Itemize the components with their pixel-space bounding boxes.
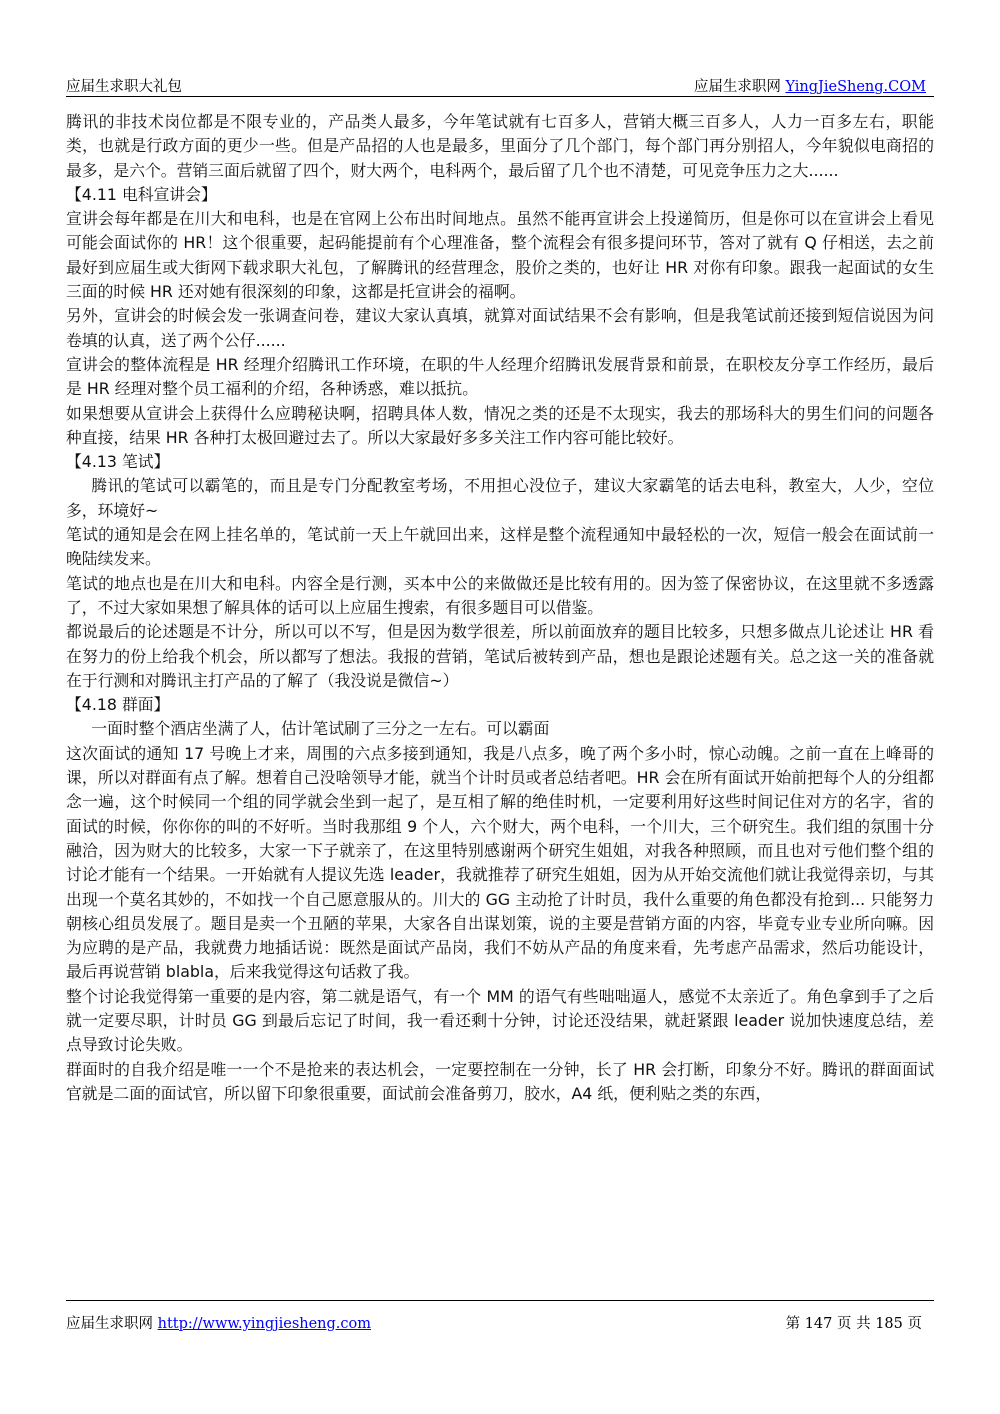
- footer-divider: [66, 1300, 934, 1301]
- section-heading-4-11: 【4.11 电科宣讲会】: [66, 184, 217, 204]
- section-heading-4-18: 【4.18 群面】: [66, 695, 170, 715]
- paragraph-group-4: 群面时的自我介绍是唯一一个不是抢来的表达机会，一定要控制在一分钟，长了 HR 会打断，印象分不好。腾讯的群面面试官就是二面的面试官，所以留下印象很重要，面试前会准备剪刀，胶水，A4 纸，便利贴之类的东西，: [66, 1059, 934, 1103]
- paragraph-seminar-3: 宣讲会的整体流程是 HR 经理介绍腾讯工作环境，在职的牛人经理介绍腾讯发展背景和前景，在职校友分享工作经历，最后是 HR 经理对整个员工福利的介绍，各种诱惑，难以抵抗。: [66, 354, 934, 399]
- paragraph-exam-4: 都说最后的论述题是不计分，所以可以不写，但是因为数学很差，所以前面放弃的题目比较多，只想多做点儿论述让 HR 看在努力的份上给我个机会，所以都写了想法。我报的营销，笔试后被转到产品，想也是跟论述题有关。总之这一关的准备就在于行测和对腾讯主打产品的了解了（我没说是微信~）: [66, 622, 934, 690]
- header-site-name: 应届生求职网: [693, 79, 786, 95]
- paragraph-group-1: 一面时整个酒店坐满了人，估计笔试刷了三分之一左右。可以霸面: [91, 719, 550, 739]
- header-title: 应届生求职大礼包: [66, 79, 182, 95]
- paragraph-exam-1: 腾讯的笔试可以霸笔的，而且是专门分配教室考场，不用担心没位子，建议大家霸笔的话去电科，教室大，人少，空位多，环境好~: [66, 476, 934, 520]
- header-divider: [66, 96, 934, 97]
- header-site-link[interactable]: YingJieSheng.COM: [785, 79, 926, 95]
- paragraph-seminar-1: 宣讲会每年都是在川大和电科，也是在官网上公布出时间地点。虽然不能再宣讲会上投递简历，但是你可以在宣讲会上看见可能会面试你的 HR！这个很重要，起码能提前有个心理准备，整个流程会有很多提问环节，答对了就有 Q 仔相送，去之前最好到应届生或大街网下载求职大礼包，了解腾讯的经营理念，股价之类的，也好让 HR 对你有印象。跟我一起面试的女生三面的时候 HR 还对她有很深刻的印象，这都是托宣讲会的福啊。: [66, 209, 934, 302]
- footer-site-name: 应届生求职网: [66, 1316, 158, 1332]
- paragraph-group-2: 这次面试的通知 17 号晚上才来，周围的六点多接到通知，我是八点多，晚了两个多小时，惊心动魄。之前一直在上峰哥的课，所以对群面有点了解。想着自己没啥领导才能，就当个计时员或者总结者吧。HR 会在所有面试开始前把每个人的分组都念一遍，这个时候同一个组的同学就会坐到一起了，是互相了解的绝佳时机，一定要利用好这些时间记住对方的名字，省的面试的时候，你你你的叫的不好听。当时我那组 9 个人，六个财大，两个电科，一个川大，三个研究生。我们组的氛围十分融洽，因为财大的比较多，大家一下子就亲了，在这里特别感谢两个研究生姐姐，对我各种照顾，而且也对亏他们整个组的讨论才能有一个结果。一开始就有人提议先选 leader，我就推荐了研究生姐姐，因为从开始交流他们就让我觉得亲切，与其出现一个莫名其妙的，不如找一个自己愿意服从的。川大的 GG 主动抢了计时员，我什么重要的角色都没有抢到... 只能努力朝核心组员发展了。题目是卖一个丑陋的苹果，大家各自出谋划策，说的主要是营销方面的内容，毕竟专业专业所向嘛。因为应聘的是产品，我就费力地插话说：既然是面试产品岗，我们不妨从产品的角度来看，先考虑产品需求，然后功能设计，最后再说营销 blabla，后来我觉得这句话救了我。: [66, 743, 934, 982]
- paragraph-seminar-2: 另外，宣讲会的时候会发一张调查问卷，建议大家认真填，就算对面试结果不会有影响，但是我笔试前还接到短信说因为问卷填的认真，送了两个公仔......: [66, 306, 934, 350]
- page-header: [66, 72, 934, 96]
- paragraph-intro: 腾讯的非技术岗位都是不限专业的，产品类人最多，今年笔试就有七百多人，营销大概三百多人，人力一百多左右，职能类，也就是行政方面的更少一些。但是产品招的人也是最多，里面分了几个部门，每个部门再分别招人，今年貌似电商招的最多，是六个。营销三面后就留了四个，财大两个，电科两个，最后留了几个也不清楚，可见竞争压力之大......: [66, 112, 934, 180]
- paragraph-group-3: 整个讨论我觉得第一重要的是内容，第二就是语气，有一个 MM 的语气有些咄咄逼人，感觉不太亲近了。角色拿到手了之后就一定要尽职，计时员 GG 到最后忘记了时间，我一看还剩十分钟，讨论还没结果，就赶紧跟 leader 说加快速度总结，差点导致讨论失败。: [66, 986, 934, 1055]
- footer-site: [66, 1312, 371, 1333]
- section-heading-4-13: 【4.13 笔试】: [66, 452, 170, 472]
- header-site: [694, 75, 926, 96]
- paragraph-seminar-4: 如果想要从宣讲会上获得什么应聘秘诀啊，招聘具体人数，情况之类的还是不太现实，我去的那场科大的男生们问的问题各种直接，结果 HR 各种打太极回避过去了。所以大家最好多多关注工作内容可能比较好。: [66, 403, 934, 447]
- article-body: [66, 110, 934, 1106]
- paragraph-exam-2: 笔试的通知是会在网上挂名单的，笔试前一天上午就回出来，这样是整个流程通知中最轻松的一次，短信一般会在面试前一晚陆续发来。: [66, 525, 934, 569]
- page-footer: [66, 1310, 934, 1334]
- page-number: 第 147 页 共 185 页: [785, 1316, 922, 1332]
- paragraph-exam-3: 笔试的地点也是在川大和电科。内容全是行测，买本中公的来做做还是比较有用的。因为签了保密协议，在这里就不多透露了，不过大家如果想了解具体的话可以上应届生搜索，有很多题目可以借鉴。: [66, 573, 934, 617]
- footer-site-link[interactable]: http://www.yingjiesheng.com: [157, 1316, 372, 1332]
